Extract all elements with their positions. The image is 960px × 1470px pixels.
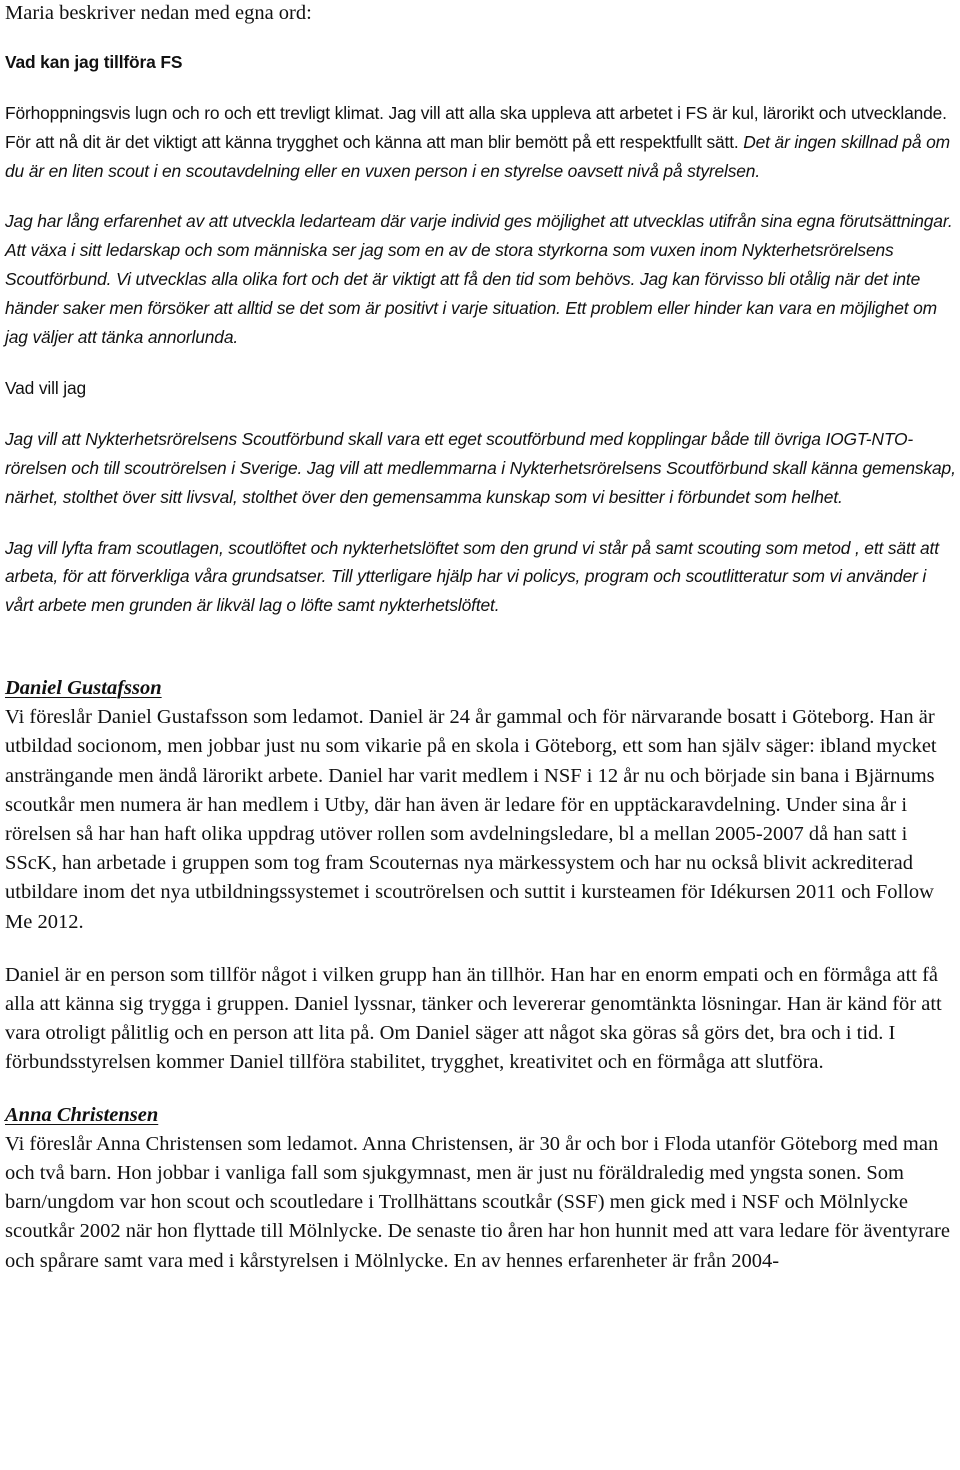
anna-section [5,1101,957,1276]
daniel-heading [5,674,957,703]
daniel-paragraph-1: Vi föreslår Daniel Gustafsson som ledamot. Daniel är 24 år gammal och för närvarande bosatt i Göteborg. Han är utbildad socionom, men jobbar just nu som vikarie på en skola i Göteborg, ett som han själv säger: ibland mycket ansträngande men ändå lärorikt arbete. Daniel har varit medlem i NSF i 12 år nu och började sin bana i Bjärnums scoutkår men numera är han medlem i Utby, där han även är ledare för en upptäckaravdelning. Under sina år i rörelsen så har han haft olika uppdrag utöver rollen som avdelningsledare, bl a mellan 2005-2007 då han satt i SScK, han arbetade i gruppen som tog fram Scouternas nya märkessystem och har nu också blivit ackrediterad utbildare inom det nya utbildningssystemet i scoutrörelsen och suttit i kursteamen för Idékursen 2011 och Follow Me 2012. [5,706,937,933]
daniel-section [5,674,957,1078]
maria-paragraph-4: Jag vill lyfta fram scoutlagen, scoutlöftet och nykterhetslöftet som den grund vi står på samt scouting som metod , ett sätt att arbeta, för att förverkliga våra grundsatser. Till ytterligare hjälp har vi policys, program och scoutlitteratur som vi använder i vårt arbete men grunden är likväl lag o löfte samt nykterhetslöftet. [5,537,939,616]
daniel-name: Daniel Gustafsson [5,676,162,699]
document-page [5,0,957,1276]
anna-heading [5,1101,957,1130]
maria-paragraph-2: Jag har lång erfarenhet av att utveckla ledarteam där varje individ ges möjlighet att utvecklas utifrån sina egna förutsättningar. Att växa i sitt ledarskap och som människa ser jag som en av de stora styrkorna som vuxen inom Nykterhetsrörelsens Scoutförbund. Vi utvecklas alla olika fort och det är viktigt att få den tid som behövs. Jag kan förvisso bli otålig när det inte händer saker men försöker att alltid se det som är positivt i varje situation. Ett problem eller hinder kan vara en möjlighet om jag väljer att tänka annorlunda. [5,211,953,347]
maria-paragraph-1-italic: Det är ingen skillnad på om du är en liten scout i en scoutavdelning eller en vuxen person i en styrelse oavsett nivå på styrelsen. [5,131,950,181]
maria-paragraph-1-plain: Förhoppningsvis lugn och ro och ett trevligt klimat. Jag vill att alla ska uppleva att arbetet i FS är kul, lärorikt och utvecklande. För att nå dit är det viktigt att känna trygghet och känna att man blir bemött på ett respektfullt sätt. [5,103,947,152]
anna-name: Anna Christensen [5,1103,159,1126]
maria-paragraph-1 [5,99,957,185]
maria-intro: Maria beskriver nedan med egna ord: [5,2,312,24]
maria-section [5,0,957,620]
heading-contribute: Vad kan jag tillföra FS [5,52,183,73]
maria-paragraph-3: Jag vill att Nykterhetsrörelsens Scoutförbund skall vara ett eget scoutförbund med kopplingar både till övriga IOGT-NTO-rörelsen och till scoutrörelsen i Sverige. Jag vill att medlemmarna i Nykterhetsrörelsens Scoutförbund skall känna gemenskap, närhet, stolthet över sitt livsval, stolthet över den gemensamma kunskap som vi besitter i förbundet som helhet. [5,429,956,507]
anna-paragraph-1: Vi föreslår Anna Christensen som ledamot. Anna Christensen, är 30 år och bor i Floda utanför Göteborg med man och två barn. Hon jobbar i vanliga fall som sjukgymnast, men är just nu föräldraledig med yngsta sonen. Som barn/ungdom var hon scout och scoutledare i Trollhättans scoutkår (SSF) men gick med i NSF och Mölnlycke scoutkår 2002 när hon flyttade till Mölnlycke. De senaste tio åren har hon hunnit med att vara ledare för äventyrare och spårare samt vara med i kårstyrelsen i Mölnlycke. En av hennes erfarenheter är från 2004- [5,1132,950,1272]
daniel-paragraph-2: Daniel är en person som tillför något i vilken grupp han än tillhör. Han har en enorm empati och en förmåga att få alla att känna sig trygga i gruppen. Daniel lyssnar, tänker och levererar genomtänkta lösningar. Han är känd för att vara otroligt pålitlig och en person att lita på. Om Daniel säger att något ska göras så görs det, bra och i tid. I förbundsstyrelsen kommer Daniel tillföra stabilitet, trygghet, kreativitet och en förmåga att slutföra. [5,963,942,1074]
heading-want: Vad vill jag [5,378,87,399]
